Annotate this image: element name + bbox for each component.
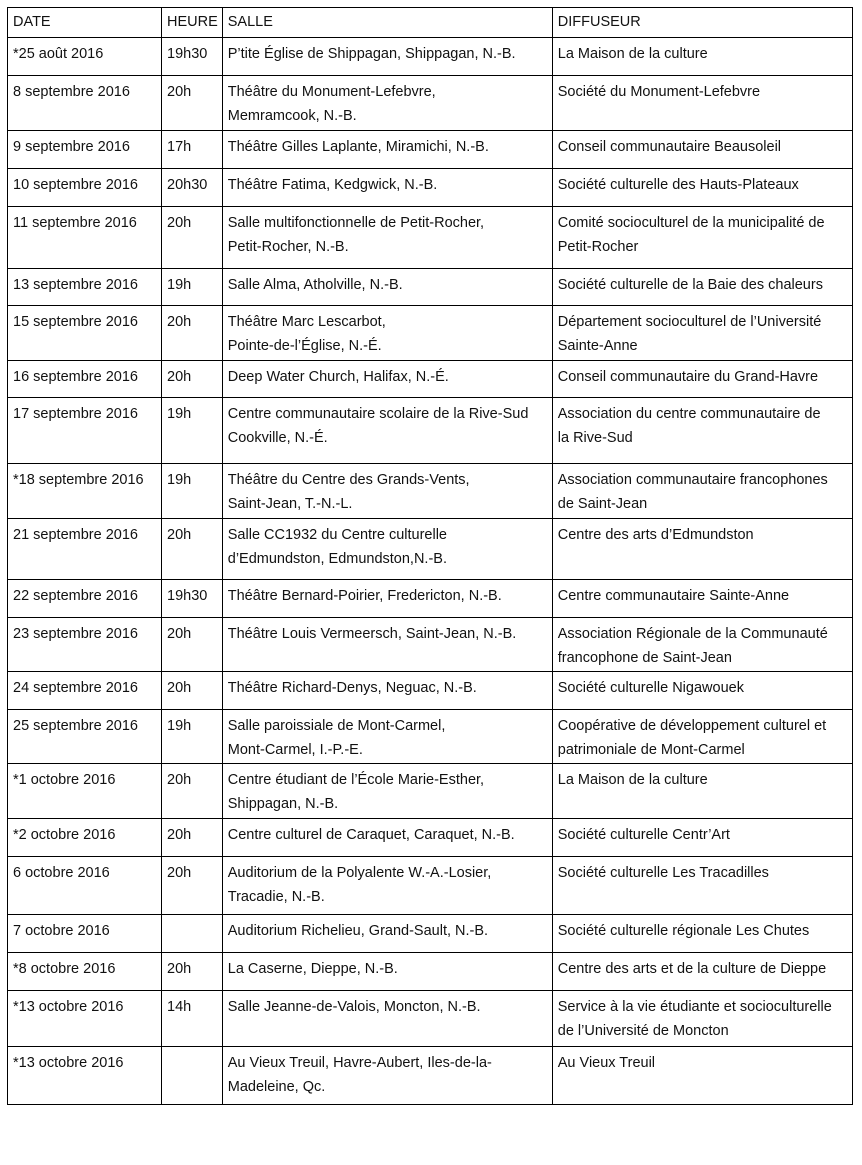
header-row xyxy=(8,8,853,38)
table-row xyxy=(8,38,853,76)
cell-date: 24 septembre 2016 xyxy=(8,672,162,710)
cell-diffuseur xyxy=(552,76,852,131)
cell-salle xyxy=(222,361,552,398)
cell-salle xyxy=(222,953,552,991)
cell-diffuseur xyxy=(552,169,852,207)
cell-heure: 20h30 xyxy=(162,169,223,207)
cell-diffuseur-line: Coopérative de développement culturel et xyxy=(557,718,827,734)
cell-salle xyxy=(222,1047,552,1105)
cell-diffuseur xyxy=(552,1047,852,1105)
cell-heure: 20h xyxy=(162,207,223,269)
cell-diffuseur xyxy=(552,991,852,1047)
cell-salle xyxy=(222,306,552,361)
cell-date: 22 septembre 2016 xyxy=(8,580,162,618)
table-row xyxy=(8,819,853,857)
cell-salle xyxy=(222,618,552,672)
table-row xyxy=(8,857,853,915)
cell-salle-line: Mont-Carmel, I.-P.-E. xyxy=(227,742,363,758)
cell-salle-line: Centre étudiant de l’École Marie-Esther, xyxy=(227,772,485,788)
cell-diffuseur-line: Conseil communautaire du Grand-Havre xyxy=(557,369,819,385)
cell-salle-line: Centre communautaire scolaire de la Rive-Sud xyxy=(227,406,529,422)
cell-diffuseur xyxy=(552,207,852,269)
table-row xyxy=(8,580,853,618)
cell-diffuseur-line: Association du centre communautaire de xyxy=(557,406,821,422)
table-row xyxy=(8,991,853,1047)
cell-diffuseur-line: Centre communautaire Sainte-Anne xyxy=(557,588,790,604)
cell-date: *8 octobre 2016 xyxy=(8,953,162,991)
cell-salle-line: Théâtre Marc Lescarbot, xyxy=(227,314,386,330)
cell-salle-line: Salle paroissiale de Mont-Carmel, xyxy=(227,718,446,734)
cell-salle-line: La Caserne, Dieppe, N.-B. xyxy=(227,961,398,977)
cell-heure: 14h xyxy=(162,991,223,1047)
cell-diffuseur xyxy=(552,519,852,580)
cell-diffuseur xyxy=(552,306,852,361)
cell-diffuseur-line: patrimoniale de Mont-Carmel xyxy=(557,742,745,758)
cell-date: 13 septembre 2016 xyxy=(8,269,162,306)
table-row xyxy=(8,207,853,269)
cell-heure: 19h xyxy=(162,464,223,519)
cell-diffuseur-line: Au Vieux Treuil xyxy=(557,1055,656,1071)
cell-heure: 20h xyxy=(162,857,223,915)
cell-heure: 20h xyxy=(162,519,223,580)
cell-salle-line: Théâtre Bernard-Poirier, Fredericton, N.-B. xyxy=(227,588,502,604)
cell-diffuseur-line: Société culturelle régionale Les Chutes xyxy=(557,923,810,939)
cell-diffuseur-line: Centre des arts d’Edmundston xyxy=(557,527,754,543)
cell-salle xyxy=(222,915,552,953)
table-row xyxy=(8,915,853,953)
cell-date: 16 septembre 2016 xyxy=(8,361,162,398)
cell-salle xyxy=(222,764,552,819)
cell-diffuseur-line: La Maison de la culture xyxy=(557,46,708,62)
cell-date: 10 septembre 2016 xyxy=(8,169,162,207)
cell-date: *18 septembre 2016 xyxy=(8,464,162,519)
cell-salle xyxy=(222,131,552,169)
cell-diffuseur xyxy=(552,819,852,857)
cell-diffuseur-line: Société du Monument-Lefebvre xyxy=(557,84,761,100)
cell-date: 15 septembre 2016 xyxy=(8,306,162,361)
cell-diffuseur-line: de Saint-Jean xyxy=(557,496,648,512)
cell-diffuseur-line: Société culturelle Nigawouek xyxy=(557,680,744,696)
table-row xyxy=(8,464,853,519)
table-row xyxy=(8,672,853,710)
table-row xyxy=(8,361,853,398)
cell-salle-line: Salle multifonctionnelle de Petit-Rocher, xyxy=(227,215,485,231)
cell-salle xyxy=(222,269,552,306)
table-row xyxy=(8,1047,853,1105)
schedule-table xyxy=(7,7,853,1105)
cell-salle xyxy=(222,819,552,857)
cell-date: *1 octobre 2016 xyxy=(8,764,162,819)
cell-salle xyxy=(222,672,552,710)
cell-date: 11 septembre 2016 xyxy=(8,207,162,269)
cell-heure: 20h xyxy=(162,618,223,672)
table-row xyxy=(8,764,853,819)
table-row xyxy=(8,519,853,580)
cell-salle-line: Théâtre du Centre des Grands-Vents, xyxy=(227,472,470,488)
cell-diffuseur-line: Association Régionale de la Communauté xyxy=(557,626,828,642)
cell-salle-line: Théâtre Richard-Denys, Neguac, N.-B. xyxy=(227,680,477,696)
cell-salle-line: Théâtre du Monument-Lefebvre, xyxy=(227,84,436,100)
cell-date: *2 octobre 2016 xyxy=(8,819,162,857)
cell-diffuseur-line: francophone de Saint-Jean xyxy=(557,650,732,666)
cell-salle-line: Deep Water Church, Halifax, N.-É. xyxy=(227,369,449,385)
cell-salle xyxy=(222,991,552,1047)
cell-diffuseur-line: Sainte-Anne xyxy=(557,338,638,354)
cell-salle-line: Pointe-de-l’Église, N.-É. xyxy=(227,338,382,354)
cell-salle-line: Au Vieux Treuil, Havre-Aubert, Iles-de-la- xyxy=(227,1055,492,1071)
cell-salle-line: Salle Alma, Atholville, N.-B. xyxy=(227,277,403,293)
cell-salle xyxy=(222,464,552,519)
cell-salle-line: Shippagan, N.-B. xyxy=(227,796,339,812)
cell-salle-line: Cookville, N.-É. xyxy=(227,430,328,446)
cell-salle xyxy=(222,76,552,131)
cell-salle-line: Auditorium Richelieu, Grand-Sault, N.-B. xyxy=(227,923,489,939)
table-row xyxy=(8,76,853,131)
cell-salle-line: Centre culturel de Caraquet, Caraquet, N.-B. xyxy=(227,827,515,843)
cell-diffuseur-line: Service à la vie étudiante et socioculturelle xyxy=(557,999,832,1015)
cell-diffuseur-line: Société culturelle Centr’Art xyxy=(557,827,730,843)
cell-diffuseur-line: Association communautaire francophones xyxy=(557,472,828,488)
cell-date: 25 septembre 2016 xyxy=(8,710,162,764)
cell-salle-line: P’tite Église de Shippagan, Shippagan, N.-B. xyxy=(227,46,516,62)
cell-diffuseur-line: Petit-Rocher xyxy=(557,239,639,255)
cell-diffuseur xyxy=(552,361,852,398)
cell-diffuseur xyxy=(552,398,852,464)
cell-diffuseur xyxy=(552,710,852,764)
cell-diffuseur xyxy=(552,953,852,991)
cell-diffuseur xyxy=(552,131,852,169)
cell-diffuseur xyxy=(552,38,852,76)
cell-diffuseur-line: Centre des arts et de la culture de Dieppe xyxy=(557,961,827,977)
table-row xyxy=(8,306,853,361)
cell-diffuseur xyxy=(552,618,852,672)
cell-date: *25 août 2016 xyxy=(8,38,162,76)
cell-heure: 20h xyxy=(162,306,223,361)
cell-date: 21 septembre 2016 xyxy=(8,519,162,580)
cell-date: 7 octobre 2016 xyxy=(8,915,162,953)
cell-heure: 20h xyxy=(162,76,223,131)
cell-salle xyxy=(222,519,552,580)
cell-date: 9 septembre 2016 xyxy=(8,131,162,169)
cell-heure: 19h xyxy=(162,269,223,306)
cell-salle-line: Saint-Jean, T.-N.-L. xyxy=(227,496,353,512)
cell-heure: 20h xyxy=(162,819,223,857)
cell-salle xyxy=(222,710,552,764)
cell-salle xyxy=(222,580,552,618)
cell-diffuseur xyxy=(552,857,852,915)
table-row xyxy=(8,710,853,764)
cell-heure xyxy=(162,1047,223,1105)
cell-salle xyxy=(222,398,552,464)
cell-diffuseur-line: Conseil communautaire Beausoleil xyxy=(557,139,782,155)
cell-salle xyxy=(222,207,552,269)
cell-salle-line: Théâtre Gilles Laplante, Miramichi, N.-B. xyxy=(227,139,489,155)
cell-salle-line: Auditorium de la Polyalente W.-A.-Losier, xyxy=(227,865,492,881)
cell-heure: 19h xyxy=(162,710,223,764)
cell-diffuseur xyxy=(552,464,852,519)
cell-diffuseur-line: Comité socioculturel de la municipalité de xyxy=(557,215,825,231)
cell-diffuseur xyxy=(552,915,852,953)
header-date: DATE xyxy=(8,8,162,38)
cell-salle-line: Madeleine, Qc. xyxy=(227,1079,326,1095)
cell-heure xyxy=(162,915,223,953)
cell-heure: 19h30 xyxy=(162,38,223,76)
cell-salle-line: Salle Jeanne-de-Valois, Moncton, N.-B. xyxy=(227,999,481,1015)
cell-date: 23 septembre 2016 xyxy=(8,618,162,672)
cell-salle-line: d’Edmundston, Edmundston,N.-B. xyxy=(227,551,447,567)
cell-date: 17 septembre 2016 xyxy=(8,398,162,464)
cell-diffuseur-line: Société culturelle des Hauts-Plateaux xyxy=(557,177,799,193)
cell-heure: 17h xyxy=(162,131,223,169)
cell-heure: 19h xyxy=(162,398,223,464)
cell-salle xyxy=(222,38,552,76)
header-salle: SALLE xyxy=(222,8,552,38)
cell-salle xyxy=(222,169,552,207)
cell-salle-line: Petit-Rocher, N.-B. xyxy=(227,239,349,255)
cell-date: 8 septembre 2016 xyxy=(8,76,162,131)
cell-heure: 19h30 xyxy=(162,580,223,618)
cell-diffuseur-line: Département socioculturel de l’Université xyxy=(557,314,822,330)
table-row xyxy=(8,131,853,169)
cell-heure: 20h xyxy=(162,764,223,819)
cell-salle-line: Théâtre Fatima, Kedgwick, N.-B. xyxy=(227,177,438,193)
cell-salle xyxy=(222,857,552,915)
cell-heure: 20h xyxy=(162,361,223,398)
cell-diffuseur xyxy=(552,672,852,710)
cell-date: *13 octobre 2016 xyxy=(8,1047,162,1105)
table-row xyxy=(8,398,853,464)
cell-salle-line: Théâtre Louis Vermeersch, Saint-Jean, N.-B. xyxy=(227,626,517,642)
table-row xyxy=(8,618,853,672)
table-row xyxy=(8,169,853,207)
cell-diffuseur-line: Société culturelle Les Tracadilles xyxy=(557,865,769,881)
cell-heure: 20h xyxy=(162,953,223,991)
cell-salle-line: Salle CC1932 du Centre culturelle xyxy=(227,527,448,543)
cell-diffuseur-line: la Rive-Sud xyxy=(557,430,633,446)
cell-salle-line: Memramcook, N.-B. xyxy=(227,108,357,124)
header-diffuseur: DIFFUSEUR xyxy=(552,8,852,38)
cell-diffuseur-line: de l’Université de Moncton xyxy=(557,1023,729,1039)
cell-diffuseur-line: La Maison de la culture xyxy=(557,772,708,788)
table-row xyxy=(8,953,853,991)
cell-diffuseur xyxy=(552,269,852,306)
document-page xyxy=(7,7,853,1105)
header-heure: HEURE xyxy=(162,8,223,38)
cell-diffuseur xyxy=(552,764,852,819)
cell-date: *13 octobre 2016 xyxy=(8,991,162,1047)
cell-salle-line: Tracadie, N.-B. xyxy=(227,889,325,905)
cell-date: 6 octobre 2016 xyxy=(8,857,162,915)
cell-diffuseur-line: Société culturelle de la Baie des chaleurs xyxy=(557,277,823,293)
cell-heure: 20h xyxy=(162,672,223,710)
table-row xyxy=(8,269,853,306)
cell-diffuseur xyxy=(552,580,852,618)
